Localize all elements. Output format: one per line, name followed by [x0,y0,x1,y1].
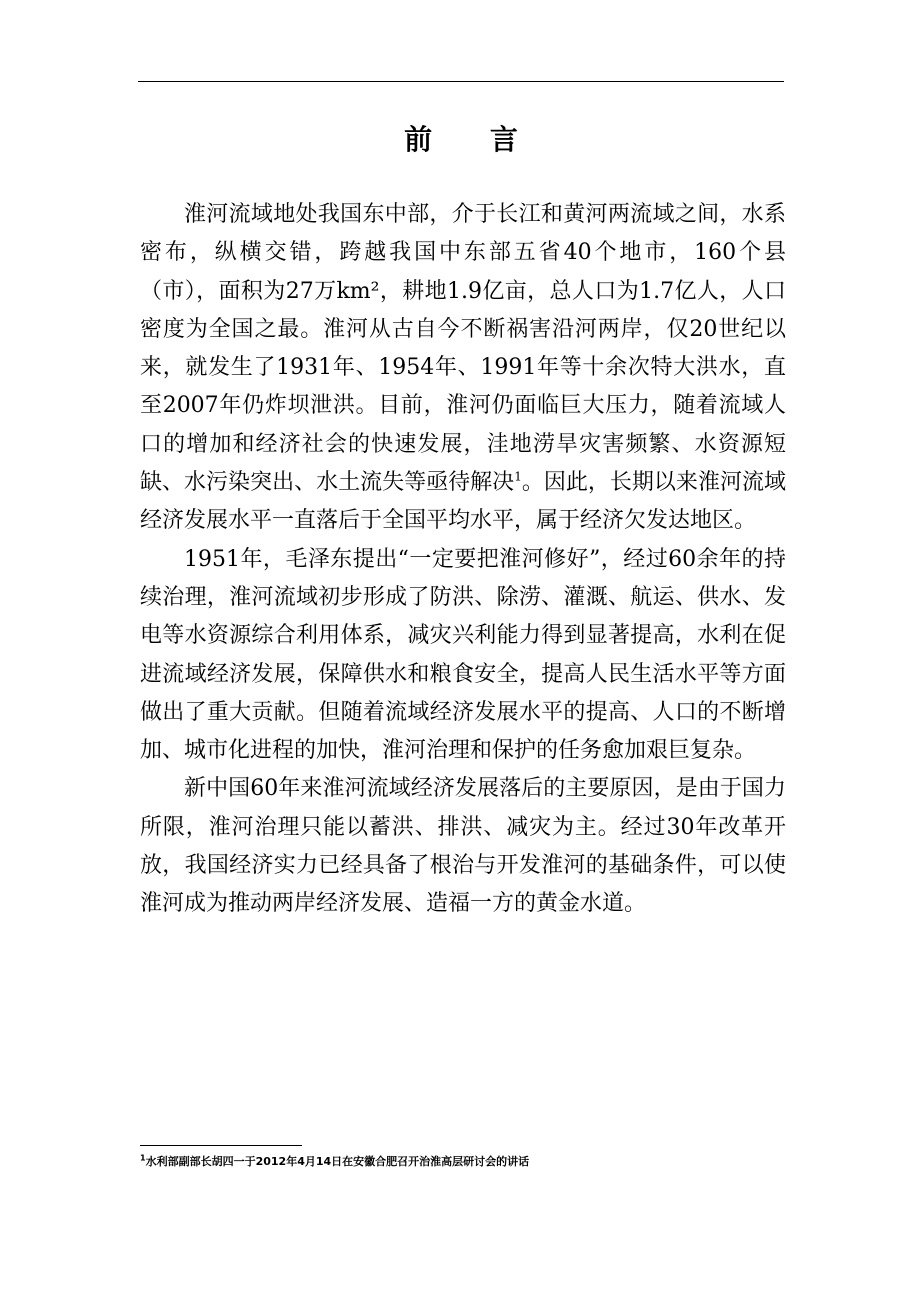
paragraph-2: 1951年，毛泽东提出“一定要把淮河修好”，经过60余年的持续治理，淮河流域初步形成了防洪、除涝、灌溉、航运、供水、发电等水资源综合利用体系，减灾兴利能力得到显著提高，水利在促进流域经济发展，保障供水和粮食安全，提高人民生活水平等方面做出了重大贡献。但随着流域经济发展水平的提高、人口的不断增加、城市化进程的加快，淮河治理和保护的任务愈加艰巨复杂。 [140,546,786,764]
footnote-text: 水利部副部长胡四一于2012年4月14日在安徽合肥召开治淮高层研讨会的讲话 [145,1155,530,1168]
paragraph-1-text-after: 。因此，长期以来淮河流域经济发展水平一直落后于全国平均水平，属于经济欠发达地区。 [140,470,786,534]
paragraph-1 [140,196,786,541]
footnote-rule [140,1145,302,1146]
paragraph-1-text: 淮河流域地处我国东中部，介于长江和黄河两流域之间，水系密布，纵横交错，跨越我国中东部五省40个地市，160个县（市），面积为27万km²，耕地1.9亿亩，总人口为1.7亿人，人口密度为全国之最。淮河从古自今不断祸害沿河两岸，仅20世纪以来，就发生了1931年、1954年、1991年等十余次特大洪水，直至2007年仍炸坝泄洪。目前，淮河仍面临巨大压力，随着流域人口的增加和经济社会的快速发展，洼地涝旱灾害频繁、水资源短缺、水污染突出、水土流失等亟待解决 [140,202,786,496]
body-text [140,196,786,924]
footnote [140,1154,786,1170]
page-title: 前 言 [404,123,542,156]
footnote-mark: 1 [140,1153,146,1163]
paragraph-3: 新中国60年来淮河流域经济发展落后的主要原因，是由于国力所限，淮河治理只能以蓄洪、排洪、减灾为主。经过30年改革开放，我国经济实力已经具备了根治与开发淮河的基础条件，可以使淮河成为推动两岸经济发展、造福一方的黄金水道。 [140,776,786,917]
footnote-reference[interactable]: 1 [514,469,522,484]
header-rule [138,81,784,82]
